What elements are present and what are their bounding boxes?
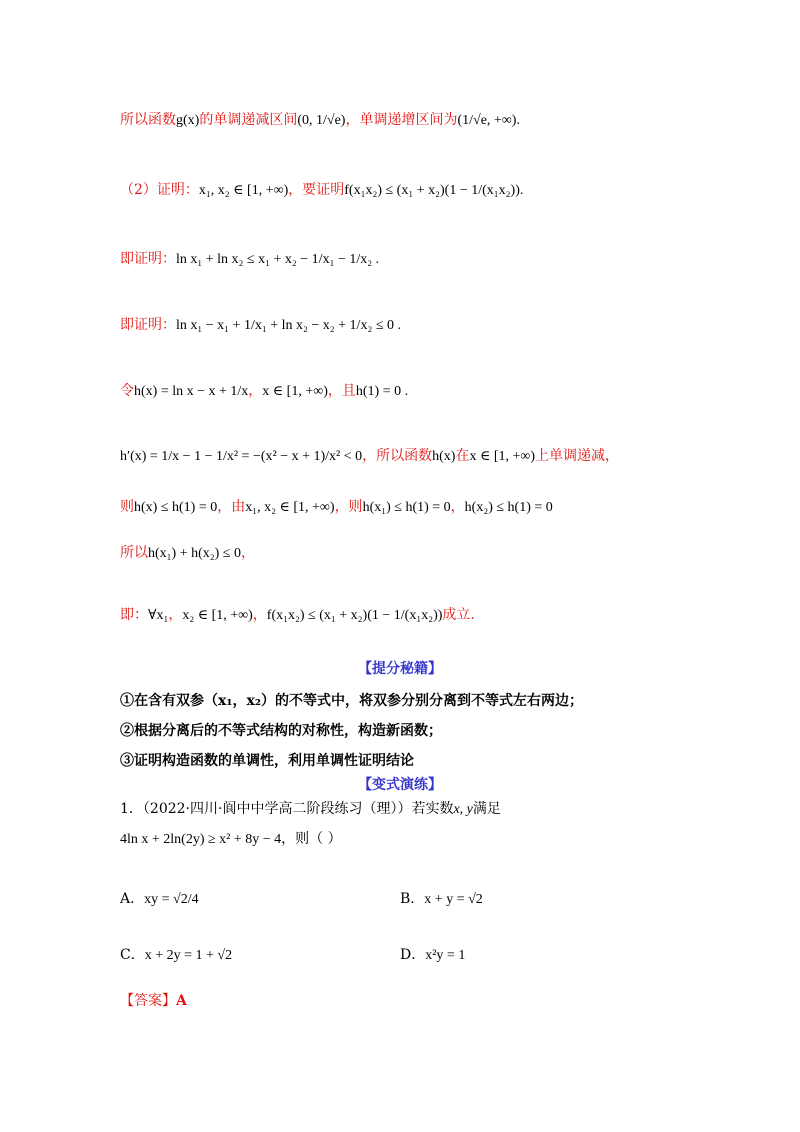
math: ∀x₁ <box>148 608 169 623</box>
math: x₁, x₂ ∈ [1, +∞) <box>245 500 335 515</box>
solution-line-2 <box>120 183 523 198</box>
text: ，则（ ） <box>281 831 342 847</box>
text: （2）证明： <box>120 182 199 198</box>
math: (0, 1/√e) <box>297 113 346 128</box>
text: ，则 <box>334 499 363 515</box>
math: x, y <box>453 802 473 817</box>
option-d[interactable] <box>400 944 465 964</box>
text: 成立. <box>442 607 475 623</box>
tips-item-3: ③证明构造函数的单调性，利用单调性证明结论 <box>120 753 414 769</box>
math: h(1) = 0 . <box>355 384 409 399</box>
question-line-1 <box>120 802 501 817</box>
practice-heading: 【变式演练】 <box>358 777 442 793</box>
text: ， <box>168 607 183 623</box>
math: h(x) = ln x − x + 1/x <box>134 384 249 399</box>
text: 令 <box>120 383 134 399</box>
solution-line-3 <box>120 252 379 267</box>
math: f(x₁x₂) ≤ (x₁ + x₂)(1 − 1/(x₁x₂)) <box>344 183 520 198</box>
option-c[interactable] <box>120 944 232 964</box>
option-label: B． <box>400 891 425 907</box>
option-label: C． <box>120 947 145 963</box>
answer-value: A <box>176 993 187 1009</box>
tips-item-1: ①在含有双参（x₁，x₂）的不等式中，将双参分别分离到不等式左右两边； <box>120 693 583 709</box>
text: 即证明： <box>120 317 176 333</box>
option-a[interactable] <box>120 888 199 908</box>
solution-line-8 <box>120 546 255 561</box>
solution-line-7 <box>120 500 553 515</box>
option-label: D． <box>400 947 426 963</box>
math: h(x₂) ≤ h(1) = 0 <box>464 500 553 515</box>
text: ，单调递增区间为 <box>345 112 458 128</box>
option-label: A． <box>120 891 145 907</box>
question-source: （2022·四川·阆中中学高二阶段练习（理））若实数 <box>142 801 454 817</box>
math: x₂ ∈ [1, +∞) <box>182 608 253 623</box>
text: 上单调递减， <box>535 448 620 464</box>
solution-line-5 <box>120 384 408 399</box>
math: g(x) <box>176 113 200 128</box>
text: 所以 <box>120 545 148 561</box>
text: ，所以函数 <box>362 448 433 464</box>
math: ln x₁ − x₁ + 1/x₁ + ln x₂ − x₂ + 1/x₂ ≤ 0 . <box>176 318 402 333</box>
math: x ∈ [1, +∞) <box>262 384 328 399</box>
solution-line-9 <box>120 608 475 623</box>
math: x + 2y = 1 + √2 <box>144 948 233 963</box>
solution-line-4 <box>120 318 401 333</box>
solution-line-1 <box>120 113 520 128</box>
text: ， <box>450 499 465 515</box>
math: h(x₁) ≤ h(1) = 0 <box>362 500 451 515</box>
math: x ∈ [1, +∞) <box>469 449 536 464</box>
period: . <box>519 183 524 198</box>
question-line-2 <box>120 832 342 847</box>
text: 即： <box>120 607 148 623</box>
text: 在 <box>455 448 470 464</box>
math: x²y = 1 <box>425 948 466 963</box>
answer <box>120 990 187 1010</box>
math: x₁, x₂ ∈ [1, +∞) <box>198 183 289 198</box>
period: . <box>516 113 520 128</box>
text: ， <box>248 383 263 399</box>
math: f(x₁x₂) ≤ (x₁ + x₂)(1 − 1/(x₁x₂)) <box>266 608 443 623</box>
text: ，要证明 <box>288 182 345 198</box>
tips-item-2: ②根据分离后的不等式结构的对称性，构造新函数； <box>120 723 442 739</box>
text: ，且 <box>327 383 356 399</box>
math: h(x) <box>432 449 456 464</box>
math: xy = √2/4 <box>144 892 199 907</box>
math: 4ln x + 2ln(2y) ≥ x² + 8y − 4 <box>120 832 282 847</box>
text: ， <box>241 545 255 561</box>
math: h(x) ≤ h(1) = 0 <box>134 500 218 515</box>
math: h′(x) = 1/x − 1 − 1/x² = −(x² − x + 1)/x² < 0 <box>120 449 363 464</box>
math: x + y = √2 <box>424 892 483 907</box>
text: 所以函数 <box>120 112 176 128</box>
text: ， <box>252 607 267 623</box>
math: (1/√e, +∞) <box>457 113 517 128</box>
question-number: 1． <box>120 801 143 817</box>
solution-line-6 <box>120 449 619 464</box>
text: 满足 <box>472 801 501 817</box>
text: ，由 <box>217 499 246 515</box>
text: 的单调递减区间 <box>199 112 298 128</box>
answer-label: 【答案】 <box>120 993 176 1009</box>
text: 即证明： <box>120 251 176 267</box>
math: h(x₁) + h(x₂) ≤ 0 <box>148 546 241 561</box>
math: ln x₁ + ln x₂ ≤ x₁ + x₂ − 1/x₁ − 1/x₂ . <box>176 252 380 267</box>
text: 则 <box>120 499 134 515</box>
tips-heading: 【提分秘籍】 <box>358 661 442 677</box>
option-b[interactable] <box>400 888 483 908</box>
